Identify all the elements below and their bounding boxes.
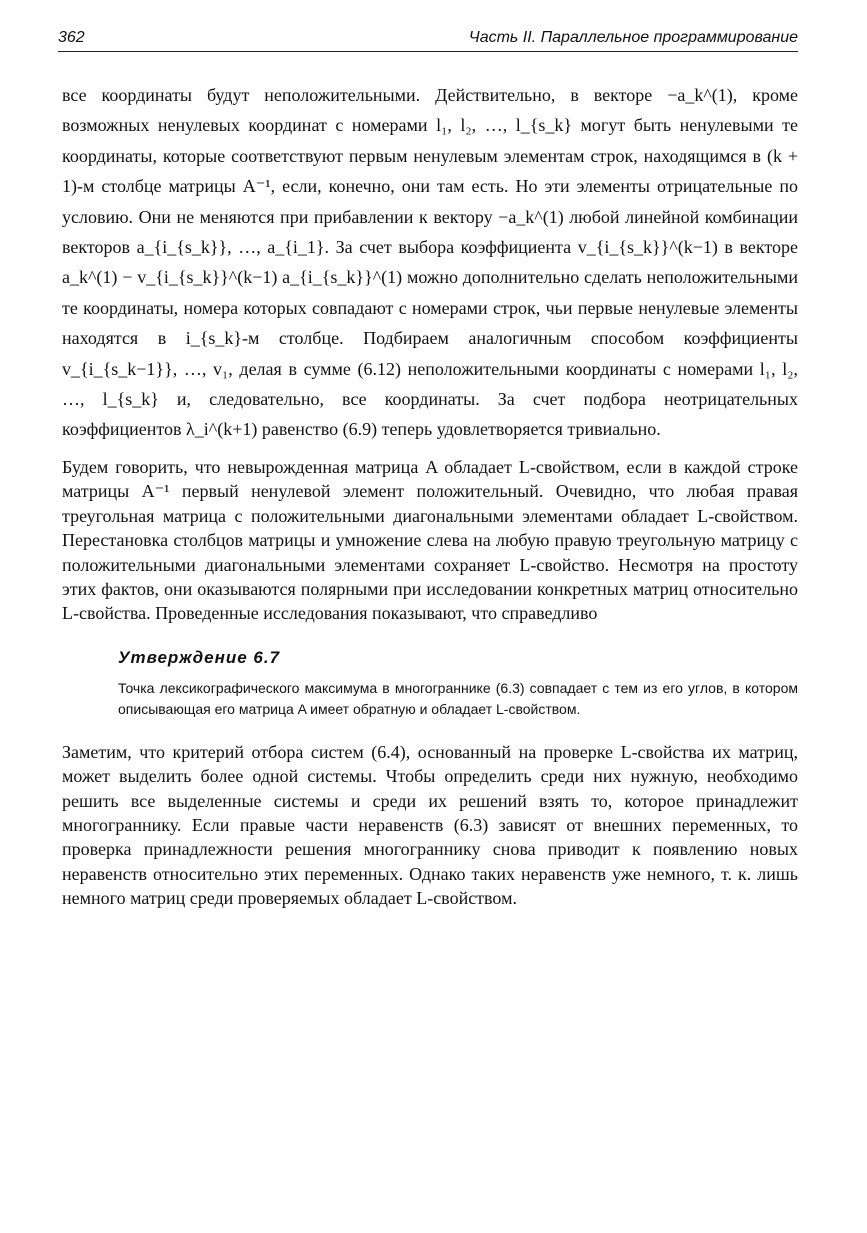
paragraph-remark: Заметим, что критерий отбора систем (6.4), основанный на проверке L-свойства их матриц, может выделить более одной системы. Чтобы определить среди них нужную, необходимо решить все выделенные системы и среди их решений взять то, которое принадлежит многограннику. Если правые части неравенств (6.3) зависят от внешних переменных, то проверка принадлежности решения многограннику снова приводит к появлению новых неравенств относительно этих переменных. Однако таких неравенств уже немного, т. к. лишь немного матриц среди проверяемых обладает L-свойством. [62,741,798,909]
page-header [58,29,798,52]
paragraph-l-property: Будем говорить, что невырожденная матрица A обладает L-свойством, если в каждой строке матрицы A⁻¹ первый ненулевой элемент положительный. Очевидно, что любая правая треугольная матрица с положительными диагональными элементами обладает L-свойством. Перестановка столбцов матрицы и умножение слева на любую правую треугольную матрицу с положительными диагональными элементами сохраняет L-свойство. Несмотря на простоту этих фактов, они оказываются полярными при исследовании конкретных матриц относительно L-свойства. Проведенные исследования показывают, что справедливо [62,456,798,624]
statement-text: Точка лексикографического максимума в многограннике (6.3) совпадает с тем из его углов, в котором описывающая его матрица A имеет обратную и обладает L-свойством. [118,679,798,717]
page-body [62,80,798,911]
statement-block [118,648,798,720]
running-title: Часть II. Параллельное программирование [468,29,798,46]
statement-title: Утверждение 6.7 [118,647,281,667]
page-number: 362 [58,29,85,46]
paragraph-proof: все координаты будут неположительными. Действительно, в векторе −a_k^(1), кроме возможных ненулевых координат с номерами l₁, l₂, …, l_{s_k} могут быть ненулевыми те координаты, которые соответствуют первым ненулевым элементам строк, находящимся в (k + 1)-м столбце матрицы A⁻¹, если, конечно, они там есть. Но эти элементы отрицательные по условию. Они не меняются при прибавлении к вектору −a_k^(1) любой линейной комбинации векторов a_{i_{s_k}}, …, a_{i_1}. За счет выбора коэффициента v_{i_{s_k}}^(k−1) в векторе a_k^(1) − v_{i_{s_k}}^(k−1) a_{i_{s_k}}^(1) можно дополнительно сделать неположительными те координаты, номера которых совпадают с номерами строк, чьи первые ненулевые элементы находятся в i_{s_k}-м столбце. Подбираем аналогичным способом коэффициенты v_{i_{s_k−1}}, …, v₁, делая в сумме (6.12) неположительными координаты с номерами l₁, l₂, …, l_{s_k} и, следовательно, все координаты. За счет подбора неотрицательных коэффициентов λ_i^(k+1) равенство (6.9) теперь удовлетворяется тривиально. [62,85,798,440]
